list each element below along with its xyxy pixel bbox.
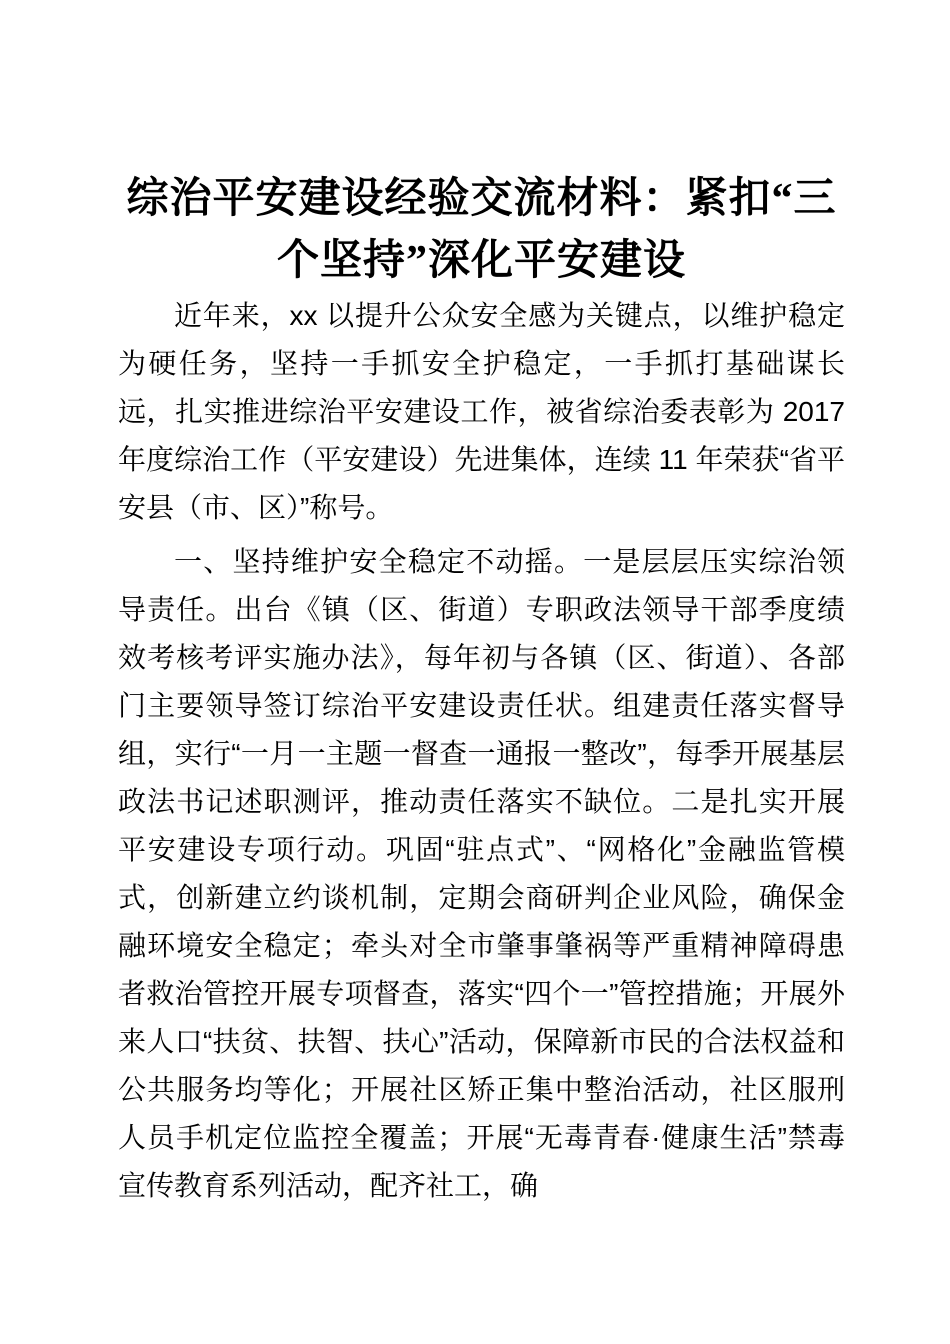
- document-title: 综治平安建设经验交流材料：紧扣“三个坚持”深化平安建设: [126, 176, 837, 284]
- paragraph-section-one: 一、坚持维护安全稳定不动摇。一是层层压实综治领导责任。出台《镇（区、街道）专职政法领导干部季度绩效考核考评实施办法》，每年初与各镇（区、街道）、各部门主要领导签订综治平安建设责任状。组建责任落实督导组，实行“一月一主题一督查一通报一整改”，每季开展基层政法书记述职测评，推动责任落实不缺位。二是扎实开展平安建设专项行动。巩固“驻点式”、“网格化”金融监管模式，创新建立约谈机制，定期会商研判企业风险，确保金融环境安全稳定；牵头对全市肇事肇祸等严重精神障碍患者救治管控开展专项督查，落实“四个一”管控措施；开展外来人口“扶贫、扶智、扶心”活动，保障新市民的合法权益和公共服务均等化；开展社区矫正集中整治活动，社区服刑人员手机定位监控全覆盖；开展“无毒青春·健康生活”禁毒宣传教育系列活动，配齐社工，确: [118, 546, 845, 1201]
- paragraph-intro: 近年来，xx 以提升公众安全感为关键点，以维护稳定为硬任务，坚持一手抓安全护稳定，一手抓打基础谋长远，扎实推进综治平安建设工作，被省综治委表彰为 2017 年度综治工作（平安建设）先进集体，连续 11 年荣获“省平安县（市、区）”称号。: [118, 300, 845, 523]
